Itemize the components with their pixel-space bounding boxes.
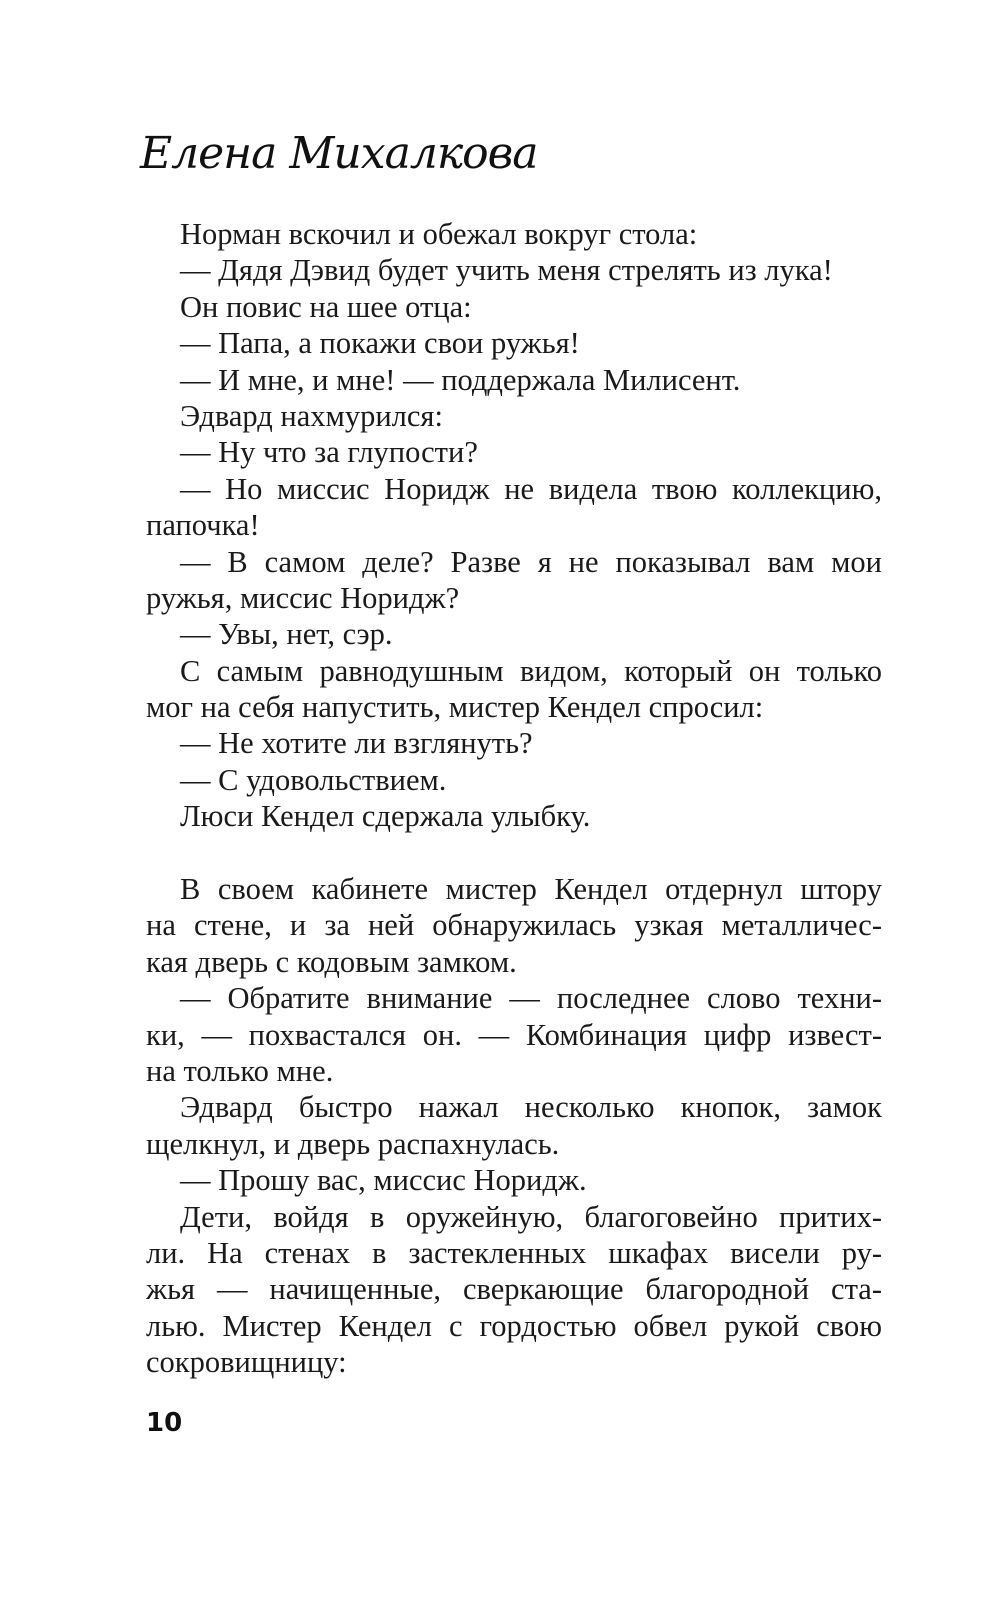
text-line: Норман вскочил и обежал вокруг стола:	[180, 217, 698, 251]
text-line: Дети, войдя в оружейную, благоговейно притих-	[180, 1199, 882, 1234]
text-line: кая дверь с кодовым замком.	[146, 944, 517, 979]
text-line: Люси Кендел сдержала улыбку.	[180, 799, 591, 834]
text-line: ли. На стенах в застекленных шкафах висели ру-	[146, 1235, 882, 1270]
running-head-author: Елена Михалкова	[140, 128, 538, 179]
text-line: — Обратите внимание — последнее слово техни-	[180, 981, 882, 1016]
text-line: — Папа, а покажи свои ружья!	[180, 326, 580, 361]
text-line: В своем кабинете мистер Кендел отдернул штору	[180, 872, 882, 907]
text-line: щелкнул, и дверь распахнулась.	[146, 1126, 560, 1161]
page-number: 10	[146, 1408, 183, 1438]
text-line: мог на себя напустить, мистер Кендел спросил:	[146, 690, 764, 725]
text-line: — Увы, нет, сэр.	[180, 617, 393, 652]
text-line: Он повис на шее отца:	[180, 289, 472, 324]
text-line: — Ну что за глупости?	[180, 435, 478, 470]
text-line: — Прошу вас, миссис Норидж.	[180, 1163, 587, 1198]
text-line: сокровищницу:	[146, 1345, 347, 1380]
text-line: С самым равнодушным видом, который он только	[180, 653, 882, 688]
text-line: — Но миссис Норидж не видела твою коллекцию,	[180, 471, 882, 506]
text-line: ружья, миссис Норидж?	[146, 580, 460, 615]
body-text	[146, 216, 882, 1381]
text-line: лью. Мистер Кендел с гордостью обвел рукой свою	[146, 1308, 882, 1343]
text-line: на стене, и за ней обнаружилась узкая металличес-	[146, 908, 882, 943]
text-line: Эдвард быстро нажал несколько кнопок, замок	[180, 1090, 882, 1125]
text-line: на только мне.	[146, 1053, 334, 1088]
text-line: ки, — похвастался он. — Комбинация цифр извест-	[146, 1017, 882, 1052]
text-line: жья — начищенные, сверкающие благородной ста-	[146, 1272, 882, 1307]
text-line: — Не хотите ли взглянуть?	[180, 726, 533, 761]
text-line: папочка!	[146, 508, 260, 543]
text-line: — Дядя Дэвид будет учить меня стрелять из лука!	[180, 253, 833, 288]
text-line: — И мне, и мне! — поддержала Милисент.	[180, 362, 741, 397]
text-line: — С удовольствием.	[180, 762, 447, 797]
text-line: Эдвард нахмурился:	[180, 398, 443, 433]
text-line: — В самом деле? Разве я не показывал вам мои	[180, 544, 882, 579]
section-break	[146, 835, 882, 871]
